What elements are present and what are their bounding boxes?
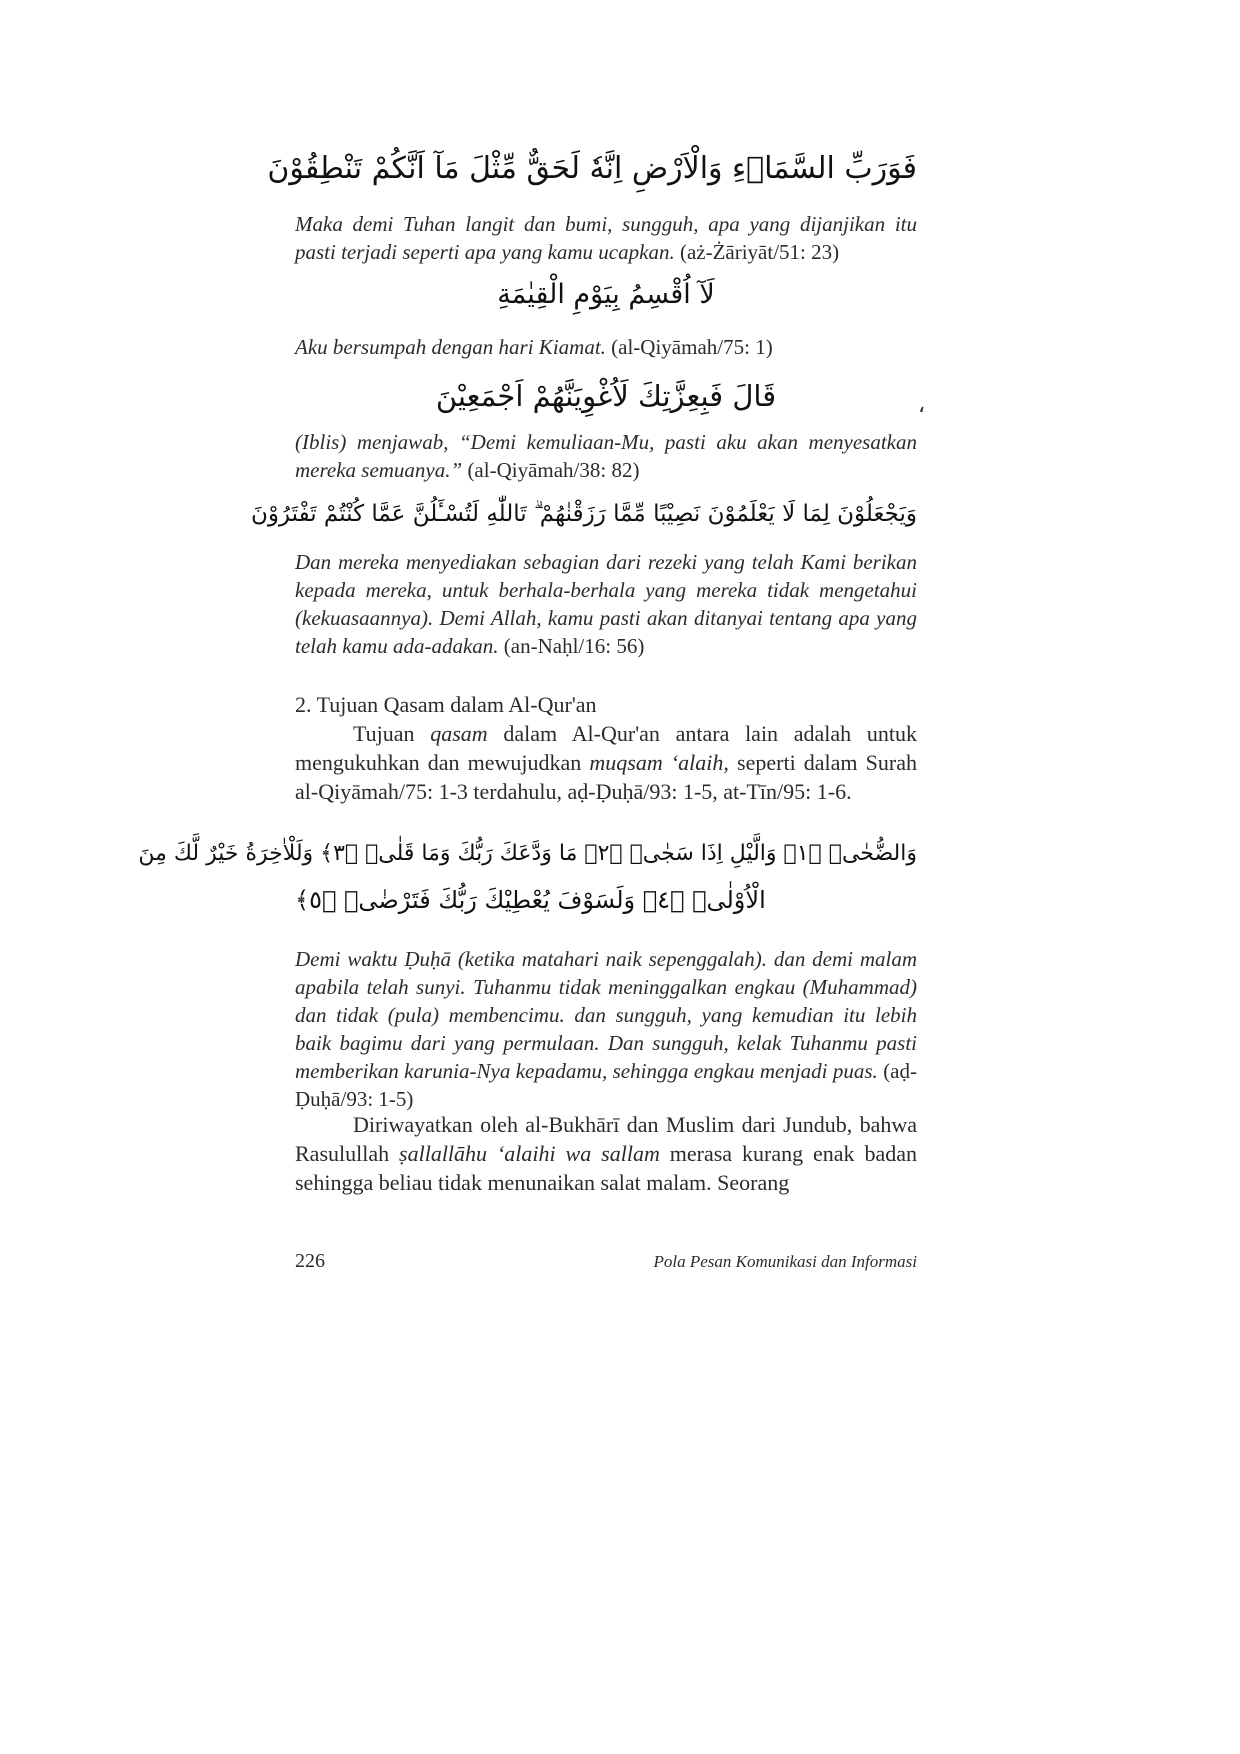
verse-reference: (aḍ-Ḍuḥā/93: 1-5) — [295, 1059, 917, 1111]
para-text: merasa kurang enak badan sehingga beliau tidak menunaikan salat malam. Seorang — [295, 1141, 917, 1195]
translation-verse-1 — [295, 210, 917, 266]
translation-text: (Iblis) menjawab, “Demi kemuliaan-Mu, pasti aku akan menyesatkan mereka semuanya.” — [295, 430, 917, 482]
verse-reference: (al-Qiyāmah/38: 82) — [467, 458, 640, 482]
translation-duha — [295, 945, 917, 1113]
para-term-salawat: ṣallallāhu ‘alaihi wa sallam — [399, 1141, 660, 1166]
section-heading: 2. Tujuan Qasam dalam Al-Qur'an — [295, 692, 597, 717]
translation-verse-4 — [295, 548, 917, 660]
translation-text: Aku bersumpah dengan hari Kiamat. — [295, 335, 606, 359]
para-term-qasam: qasam — [430, 721, 488, 746]
stray-mark: ، — [918, 392, 926, 417]
para-text: Diriwayatkan oleh al-Bukhārī dan Muslim dari Jundub, bahwa Rasulullah — [295, 1112, 917, 1166]
running-footer-title: Pola Pesan Komunikasi dan Informasi — [653, 1252, 917, 1271]
verse-reference: (an-Naḥl/16: 56) — [503, 634, 645, 658]
section-paragraph — [295, 719, 917, 806]
closing-paragraph — [295, 1110, 917, 1197]
arabic-verse-2: لَآ اُقْسِمُ بِيَوْمِ الْقِيٰمَةِ — [497, 279, 715, 310]
para-text: dalam Al-Qur'an antara lain adalah untuk mengukuhkan dan mewujudkan — [295, 721, 917, 775]
arabic-duha-line-1: وَالضُّحٰىۙ ﴿١﴾ وَالَّيْلِ اِذَا سَجٰىۙ ﴿٢﴾ مَا وَدَّعَكَ رَبُّكَ وَمَا قَلٰىۗ ﴿٣﴾ وَلَلْاٰخِرَةُ خَيْرٌ لَّكَ مِنَ — [138, 841, 917, 866]
para-text: seperti dalam Surah al-Qiyāmah/75: 1-3 terdahulu, aḍ-Ḍuḥā/93: 1-5, at-Tīn/95: 1-6. — [295, 750, 917, 804]
translation-verse-3 — [295, 428, 917, 484]
page-number: 226 — [295, 1250, 325, 1272]
verse-reference: (al-Qiyāmah/75: 1) — [611, 335, 773, 359]
arabic-verse-4: وَيَجْعَلُوْنَ لِمَا لَا يَعْلَمُوْنَ نَصِيْبًا مِّمَّا رَزَقْنٰهُمْ ۗ تَاللّٰهِ لَتُسْـَٔلُنَّ عَمَّا كُنْتُمْ تَفْتَرُوْنَ — [250, 501, 917, 527]
para-text: Tujuan — [353, 721, 431, 746]
translation-verse-2 — [295, 333, 917, 361]
arabic-duha-line-2: الْاُوْلٰىۗ ﴿٤﴾ وَلَسَوْفَ يُعْطِيْكَ رَبُّكَ فَتَرْضٰىۗ ﴿٥﴾ — [295, 886, 766, 914]
arabic-verse-1: فَوَرَبِّ السَّمَاۤءِ وَالْاَرْضِ اِنَّهٗ لَحَقٌّ مِّثْلَ مَآ اَنَّكُمْ تَنْطِقُوْنَ — [267, 151, 917, 186]
translation-text: Dan mereka menyediakan sebagian dari rezeki yang telah Kami berikan kepada mereka, untuk berhala-berhala yang mereka tidak mengetahui (kekuasaannya). Demi Allah, kamu pasti akan ditanyai tentang apa yang telah kamu ada-adakan. — [295, 550, 917, 658]
verse-reference: (aż-Żāriyāt/51: 23) — [679, 240, 840, 264]
arabic-verse-3: قَالَ فَبِعِزَّتِكَ لَاُغْوِيَنَّهُمْ اَجْمَعِيْنَ — [435, 379, 777, 413]
translation-text: Maka demi Tuhan langit dan bumi, sungguh, apa yang dijanjikan itu pasti terjadi seperti apa yang kamu ucapkan. — [295, 212, 917, 264]
translation-text: Demi waktu Ḍuḥā (ketika matahari naik sepenggalah). dan demi malam apabila telah sunyi. Tuhanmu tidak meninggalkan engkau (Muhammad) dan tidak (pula) membencimu. dan sungguh, yang kemudian itu lebih baik bagimu dari yang permulaan. Dan sungguh, kelak Tuhanmu pasti memberikan karunia-Nya kepadamu, sehingga engkau menjadi puas. — [295, 947, 917, 1083]
para-term-muqsam: muqsam ‘alaih, — [589, 750, 729, 775]
